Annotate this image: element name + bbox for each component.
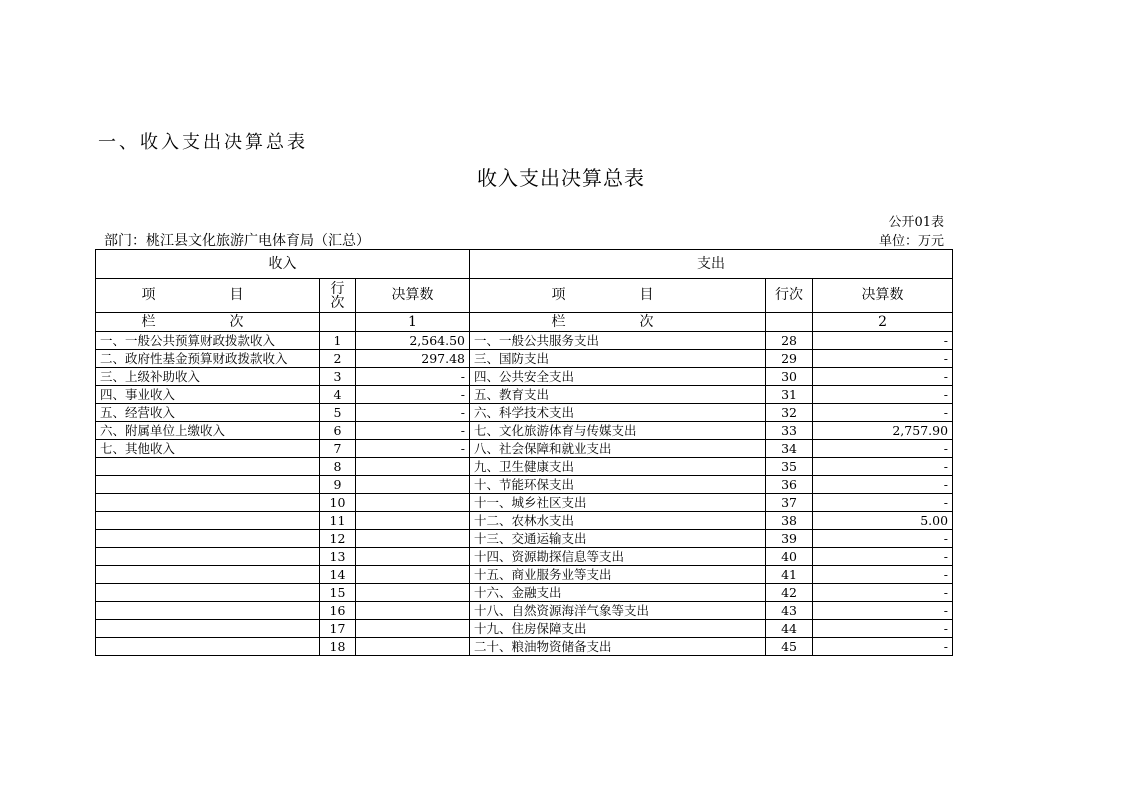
table-row bbox=[96, 584, 953, 602]
expense-amount-cell: - bbox=[813, 386, 953, 404]
header-row-sections bbox=[96, 250, 953, 279]
expense-item-cell: 十九、住房保障支出 bbox=[470, 620, 766, 638]
income-amount-cell bbox=[356, 476, 470, 494]
table-row bbox=[96, 494, 953, 512]
income-item-cell bbox=[96, 620, 320, 638]
expense-amount-cell: 2,757.90 bbox=[813, 422, 953, 440]
income-amount-cell bbox=[356, 584, 470, 602]
income-item-cell: 三、上级补助收入 bbox=[96, 368, 320, 386]
lanci-blank-income bbox=[320, 313, 356, 332]
income-amount-cell bbox=[356, 512, 470, 530]
income-row-no-cell: 8 bbox=[320, 458, 356, 476]
expense-item-cell: 十八、自然资源海洋气象等支出 bbox=[470, 602, 766, 620]
income-amount-cell bbox=[356, 602, 470, 620]
table-row bbox=[96, 602, 953, 620]
expense-amount-cell: - bbox=[813, 494, 953, 512]
income-item-cell: 七、其他收入 bbox=[96, 440, 320, 458]
income-amount-cell: - bbox=[356, 404, 470, 422]
expense-item-cell: 五、教育支出 bbox=[470, 386, 766, 404]
lanci-label-expense: 栏 次 bbox=[470, 313, 766, 332]
expense-amount-cell: - bbox=[813, 458, 953, 476]
col-row-no-income: 行次 bbox=[320, 279, 356, 313]
income-amount-cell bbox=[356, 458, 470, 476]
income-amount-cell: 2,564.50 bbox=[356, 332, 470, 350]
expense-item-cell: 四、公共安全支出 bbox=[470, 368, 766, 386]
income-row-no-cell: 2 bbox=[320, 350, 356, 368]
expense-item-cell: 九、卫生健康支出 bbox=[470, 458, 766, 476]
income-item-cell bbox=[96, 638, 320, 656]
table-row bbox=[96, 548, 953, 566]
table-row bbox=[96, 368, 953, 386]
expense-item-cell: 七、文化旅游体育与传媒支出 bbox=[470, 422, 766, 440]
income-amount-cell: - bbox=[356, 386, 470, 404]
expense-item-cell: 十五、商业服务业等支出 bbox=[470, 566, 766, 584]
income-row-no-cell: 5 bbox=[320, 404, 356, 422]
expense-row-no-cell: 39 bbox=[766, 530, 813, 548]
form-code: 公开01表 bbox=[888, 215, 944, 230]
income-item-cell bbox=[96, 512, 320, 530]
table-row bbox=[96, 350, 953, 368]
income-row-no-cell: 10 bbox=[320, 494, 356, 512]
expense-row-no-cell: 32 bbox=[766, 404, 813, 422]
income-row-no-cell: 7 bbox=[320, 440, 356, 458]
expense-amount-cell: - bbox=[813, 332, 953, 350]
income-header: 收入 bbox=[96, 250, 470, 279]
header-row-columns bbox=[96, 279, 953, 313]
table-row bbox=[96, 440, 953, 458]
income-row-no-cell: 1 bbox=[320, 332, 356, 350]
section-heading: 一、收入支出决算总表 bbox=[98, 132, 308, 153]
income-row-no-cell: 4 bbox=[320, 386, 356, 404]
income-amount-cell bbox=[356, 566, 470, 584]
expense-item-cell: 三、国防支出 bbox=[470, 350, 766, 368]
expense-item-cell: 一、一般公共服务支出 bbox=[470, 332, 766, 350]
expense-row-no-cell: 29 bbox=[766, 350, 813, 368]
expense-amount-cell: - bbox=[813, 584, 953, 602]
lanci-value-income: 1 bbox=[356, 313, 470, 332]
table-row bbox=[96, 458, 953, 476]
expense-item-cell: 二十、粮油物资储备支出 bbox=[470, 638, 766, 656]
expense-row-no-cell: 38 bbox=[766, 512, 813, 530]
expense-row-no-cell: 36 bbox=[766, 476, 813, 494]
income-item-cell bbox=[96, 476, 320, 494]
income-amount-cell: - bbox=[356, 440, 470, 458]
table-row bbox=[96, 638, 953, 656]
income-amount-cell bbox=[356, 620, 470, 638]
expense-header: 支出 bbox=[470, 250, 953, 279]
col-item-income: 项 目 bbox=[96, 279, 320, 313]
income-expense-table bbox=[95, 249, 953, 656]
income-item-cell bbox=[96, 494, 320, 512]
expense-item-cell: 十三、交通运输支出 bbox=[470, 530, 766, 548]
expense-amount-cell: - bbox=[813, 530, 953, 548]
table-row bbox=[96, 332, 953, 350]
expense-item-cell: 十一、城乡社区支出 bbox=[470, 494, 766, 512]
col-amount-income: 决算数 bbox=[356, 279, 470, 313]
expense-amount-cell: - bbox=[813, 620, 953, 638]
income-row-no-cell: 3 bbox=[320, 368, 356, 386]
table-row bbox=[96, 386, 953, 404]
income-item-cell bbox=[96, 530, 320, 548]
expense-row-no-cell: 41 bbox=[766, 566, 813, 584]
expense-amount-cell: - bbox=[813, 476, 953, 494]
income-row-no-cell: 12 bbox=[320, 530, 356, 548]
expense-row-no-cell: 35 bbox=[766, 458, 813, 476]
lanci-value-expense: 2 bbox=[813, 313, 953, 332]
expense-amount-cell: - bbox=[813, 440, 953, 458]
income-item-cell bbox=[96, 548, 320, 566]
income-row-no-cell: 18 bbox=[320, 638, 356, 656]
income-amount-cell bbox=[356, 494, 470, 512]
income-row-no-cell: 6 bbox=[320, 422, 356, 440]
table-row bbox=[96, 620, 953, 638]
table-row bbox=[96, 566, 953, 584]
lanci-blank-expense bbox=[766, 313, 813, 332]
expense-amount-cell: - bbox=[813, 548, 953, 566]
income-row-no-cell: 14 bbox=[320, 566, 356, 584]
income-item-cell: 二、政府性基金预算财政拨款收入 bbox=[96, 350, 320, 368]
income-item-cell bbox=[96, 584, 320, 602]
expense-item-cell: 十四、资源勘探信息等支出 bbox=[470, 548, 766, 566]
expense-amount-cell: - bbox=[813, 404, 953, 422]
document-title: 收入支出决算总表 bbox=[477, 166, 645, 190]
table-row bbox=[96, 530, 953, 548]
expense-item-cell: 八、社会保障和就业支出 bbox=[470, 440, 766, 458]
expense-row-no-cell: 30 bbox=[766, 368, 813, 386]
income-amount-cell: 297.48 bbox=[356, 350, 470, 368]
income-amount-cell bbox=[356, 530, 470, 548]
expense-amount-cell: 5.00 bbox=[813, 512, 953, 530]
table-row bbox=[96, 422, 953, 440]
income-item-cell: 五、经营收入 bbox=[96, 404, 320, 422]
expense-row-no-cell: 44 bbox=[766, 620, 813, 638]
col-amount-expense: 决算数 bbox=[813, 279, 953, 313]
expense-row-no-cell: 31 bbox=[766, 386, 813, 404]
expense-amount-cell: - bbox=[813, 566, 953, 584]
expense-item-cell: 十二、农林水支出 bbox=[470, 512, 766, 530]
expense-row-no-cell: 33 bbox=[766, 422, 813, 440]
income-item-cell: 四、事业收入 bbox=[96, 386, 320, 404]
expense-row-no-cell: 43 bbox=[766, 602, 813, 620]
expense-row-no-cell: 40 bbox=[766, 548, 813, 566]
table-row bbox=[96, 404, 953, 422]
header-row-lanci bbox=[96, 313, 953, 332]
expense-row-no-cell: 34 bbox=[766, 440, 813, 458]
expense-row-no-cell: 28 bbox=[766, 332, 813, 350]
table-row bbox=[96, 476, 953, 494]
income-row-no-cell: 15 bbox=[320, 584, 356, 602]
col-item-expense: 项 目 bbox=[470, 279, 766, 313]
income-row-no-cell: 17 bbox=[320, 620, 356, 638]
col-row-no-expense: 行次 bbox=[766, 279, 813, 313]
table-row bbox=[96, 512, 953, 530]
expense-row-no-cell: 45 bbox=[766, 638, 813, 656]
expense-item-cell: 十六、金融支出 bbox=[470, 584, 766, 602]
income-amount-cell: - bbox=[356, 422, 470, 440]
expense-row-no-cell: 37 bbox=[766, 494, 813, 512]
income-row-no-cell: 16 bbox=[320, 602, 356, 620]
income-row-no-cell: 13 bbox=[320, 548, 356, 566]
income-item-cell bbox=[96, 602, 320, 620]
expense-item-cell: 十、节能环保支出 bbox=[470, 476, 766, 494]
income-amount-cell: - bbox=[356, 368, 470, 386]
income-row-no-cell: 11 bbox=[320, 512, 356, 530]
expense-amount-cell: - bbox=[813, 602, 953, 620]
income-item-cell bbox=[96, 566, 320, 584]
expense-amount-cell: - bbox=[813, 350, 953, 368]
income-item-cell bbox=[96, 458, 320, 476]
income-item-cell: 六、附属单位上缴收入 bbox=[96, 422, 320, 440]
unit-label: 单位：万元 bbox=[878, 234, 944, 249]
expense-row-no-cell: 42 bbox=[766, 584, 813, 602]
department-label: 部门：桃江县文化旅游广电体育局（汇总） bbox=[104, 233, 370, 249]
income-row-no-cell: 9 bbox=[320, 476, 356, 494]
expense-item-cell: 六、科学技术支出 bbox=[470, 404, 766, 422]
income-amount-cell bbox=[356, 548, 470, 566]
expense-amount-cell: - bbox=[813, 638, 953, 656]
income-amount-cell bbox=[356, 638, 470, 656]
income-item-cell: 一、一般公共预算财政拨款收入 bbox=[96, 332, 320, 350]
expense-amount-cell: - bbox=[813, 368, 953, 386]
lanci-label-income: 栏 次 bbox=[96, 313, 320, 332]
